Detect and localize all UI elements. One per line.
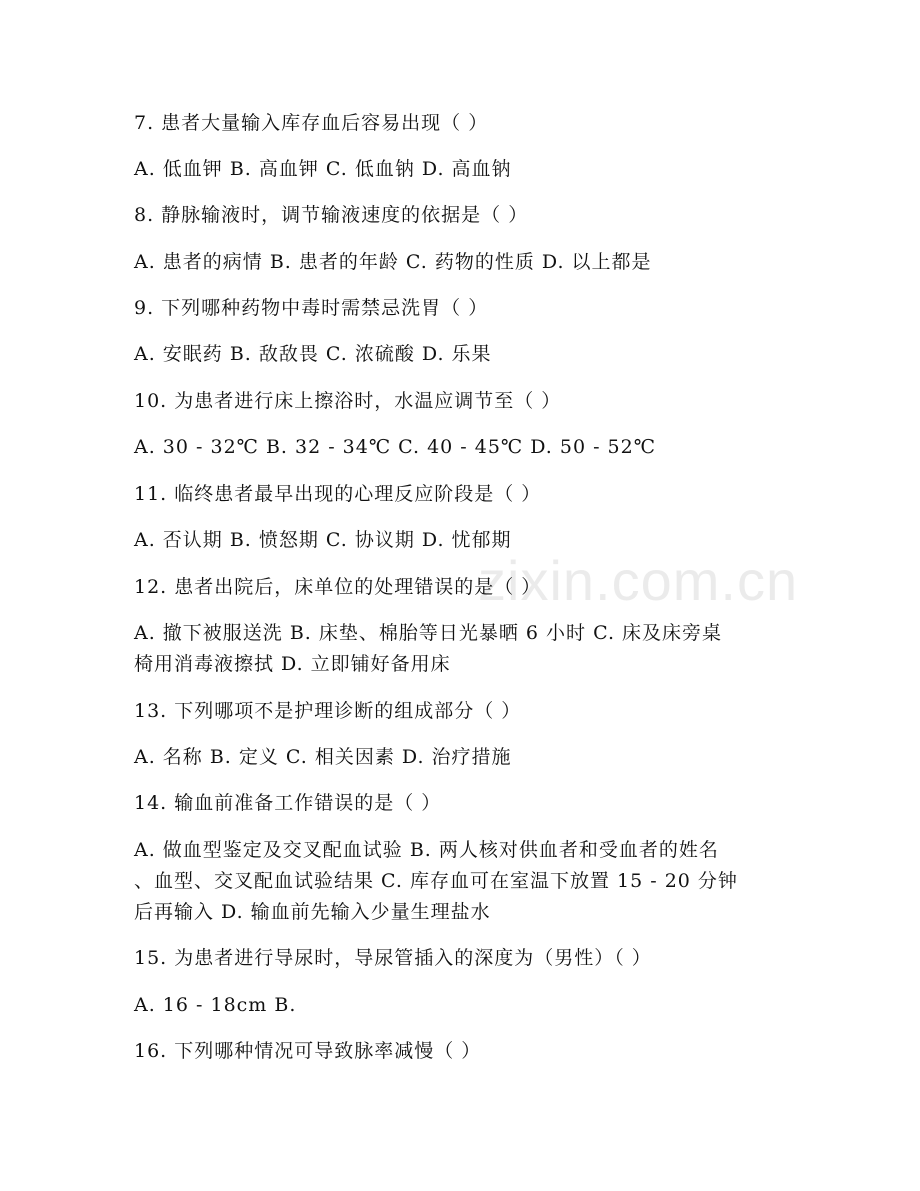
options-10: A. 30 - 32℃ B. 32 - 34℃ C. 40 - 45℃ D. 50 - 52℃ <box>134 436 656 458</box>
watermark: zixin.com.cn <box>478 549 799 612</box>
options-15: A. 16 - 18cm B. <box>134 994 297 1016</box>
question-16: 16. 下列哪种情况可导致脉率减慢（ ） <box>134 1040 482 1062</box>
options-8: A. 患者的病情 B. 患者的年龄 C. 药物的性质 D. 以上都是 <box>134 251 652 273</box>
options-14-line-3: 后再输入 D. 输血前先输入少量生理盐水 <box>134 901 491 923</box>
options-7: A. 低血钾 B. 高血钾 C. 低血钠 D. 高血钠 <box>134 158 512 180</box>
options-9: A. 安眠药 B. 敌敌畏 C. 浓硫酸 D. 乐果 <box>134 343 492 365</box>
question-8: 8. 静脉输液时，调节输液速度的依据是（ ） <box>134 204 529 226</box>
options-12-line-2: 椅用消毒液擦拭 D. 立即铺好备用床 <box>134 653 451 675</box>
question-7: 7. 患者大量输入库存血后容易出现（ ） <box>134 112 489 134</box>
options-14-line-2: 、血型、交叉配血试验结果 C. 库存血可在室温下放置 15 - 20 分钟 <box>134 870 738 892</box>
question-15: 15. 为患者进行导尿时，导尿管插入的深度为（男性）（ ） <box>134 947 652 969</box>
options-13: A. 名称 B. 定义 C. 相关因素 D. 治疗措施 <box>134 746 512 768</box>
options-11: A. 否认期 B. 愤怒期 C. 协议期 D. 忧郁期 <box>134 529 512 551</box>
question-12: 12. 患者出院后，床单位的处理错误的是（ ） <box>134 576 542 598</box>
question-9: 9. 下列哪种药物中毒时需禁忌洗胃（ ） <box>134 297 489 319</box>
question-14: 14. 输血前准备工作错误的是（ ） <box>134 792 442 814</box>
options-12-line-1: A. 撤下被服送洗 B. 床垫、棉胎等日光暴晒 6 小时 C. 床及床旁桌 <box>134 622 723 644</box>
options-14-line-1: A. 做血型鉴定及交叉配血试验 B. 两人核对供血者和受血者的姓名 <box>134 839 719 861</box>
question-11: 11. 临终患者最早出现的心理反应阶段是（ ） <box>134 483 542 505</box>
question-13: 13. 下列哪项不是护理诊断的组成部分（ ） <box>134 700 522 722</box>
question-10: 10. 为患者进行床上擦浴时，水温应调节至（ ） <box>134 390 562 412</box>
